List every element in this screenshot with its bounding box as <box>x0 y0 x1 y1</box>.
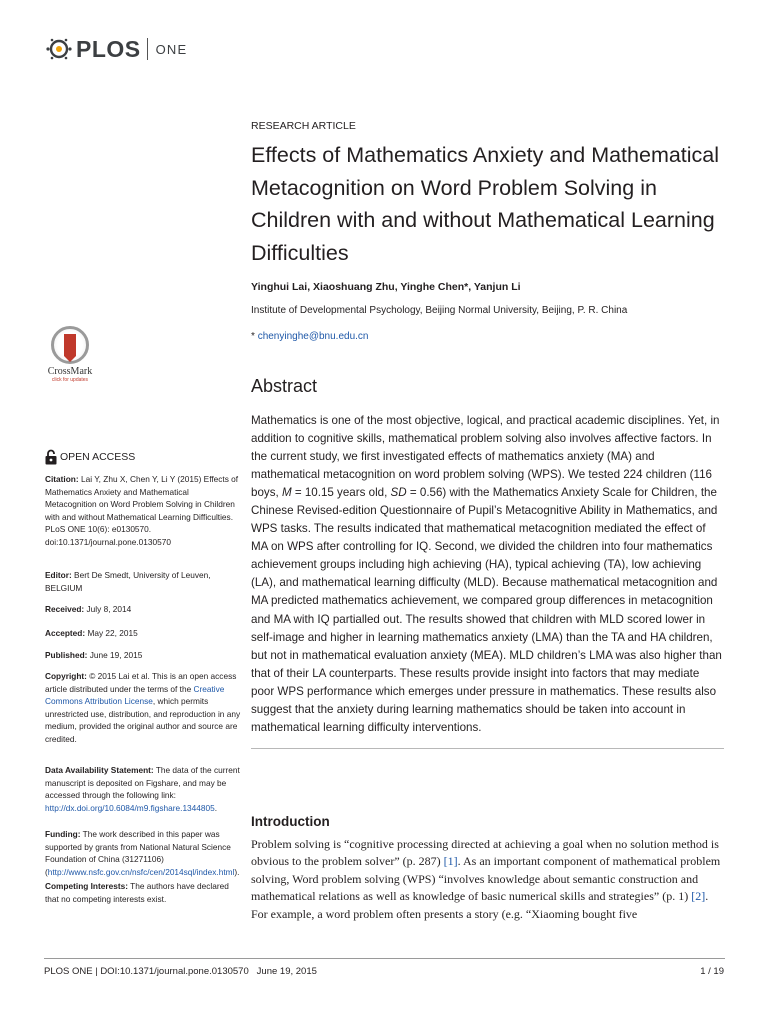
logo-divider <box>147 38 148 60</box>
corresponding-marker: * <box>251 331 255 342</box>
citation-block <box>45 473 241 548</box>
crossmark-label: CrossMark <box>47 366 93 377</box>
copyright-label: Copyright: <box>45 671 87 681</box>
editor-block <box>45 569 241 594</box>
open-lock-icon <box>45 449 57 465</box>
journal-sub: ONE <box>155 41 188 57</box>
intro-text-part: Problem solving is “cognitive processing directed at achieving a goal when no solution method is obvious to the problem solver” (p. 287) <box>251 837 719 869</box>
received-text: July 8, 2014 <box>86 604 132 614</box>
funding-label: Funding: <box>45 829 81 839</box>
email-link[interactable]: chenyinghe@bnu.edu.cn <box>257 331 369 342</box>
nsfc-link[interactable]: http://www.nsfc.gov.cn/nsfc/cen/2014sql/index.html <box>47 866 235 877</box>
accepted-label: Accepted: <box>45 628 86 638</box>
figshare-link[interactable]: http://dx.doi.org/10.6084/m9.figshare.1344805 <box>45 802 215 813</box>
abstract-text-part: = 10.15 years old, <box>291 486 391 500</box>
corresponding-email <box>251 331 725 342</box>
footer-divider <box>44 958 725 959</box>
page-number: 1 / 19 <box>700 966 724 977</box>
competing-interests-label: Competing Interests: <box>45 881 128 891</box>
data-availability-block <box>45 764 241 814</box>
received-date <box>45 603 241 616</box>
abstract-mean-symbol: M <box>281 486 292 500</box>
affiliation: Institute of Developmental Psychology, Beijing Normal University, Beijing, P. R. China <box>251 305 628 316</box>
open-access-badge <box>45 449 135 465</box>
reference-link-1[interactable]: [1] <box>443 854 458 869</box>
funding-text-end: ). <box>234 866 240 877</box>
accepted-date <box>45 627 241 640</box>
competing-interests-text: The authors have declared that no competing interests exist. <box>45 881 229 904</box>
abstract-divider <box>251 748 724 749</box>
crossmark-badge[interactable] <box>42 326 98 383</box>
copyright-block <box>45 670 241 745</box>
published-label: Published: <box>45 650 88 660</box>
article-title: Effects of Mathematics Anxiety and Mathematical Metacognition on Word Problem Solving in Children with and without Mathematical Learning Difficulties <box>251 143 720 265</box>
copyright-text: © 2015 Lai et al. This is an open access article distributed under the terms of the <box>45 671 237 694</box>
editor-text: Bert De Smedt, University of Leuven, BELGIUM <box>45 570 211 593</box>
intro-text-part: . As an important component of mathematical problem solving, Word problem solving (WPS) “involves knowledge about semantic construction and mathematical relations as well as knowledge of basic numerical skills and strategies” (p. 1) <box>251 854 721 904</box>
abstract-sd-symbol: SD <box>390 486 407 500</box>
journal-name: PLOS <box>76 35 141 62</box>
crossmark-icon <box>51 326 89 364</box>
published-text: June 19, 2015 <box>89 650 143 660</box>
journal-logo[interactable] <box>44 36 187 62</box>
intro-text-part: . For example, a word problem often presents a story (e.g. “Xiaoming bought five <box>251 889 709 921</box>
introduction-body <box>251 836 725 923</box>
footer-date: June 19, 2015 <box>256 966 317 977</box>
license-link[interactable]: Creative Commons Attribution License <box>45 683 225 707</box>
copyright-text-end: , which permits unrestricted use, distribution, and reproduction in any medium, provided the original author and source are credited. <box>45 696 241 744</box>
abstract-text-part: Mathematics is one of the most objective, logical, and practical academic disciplines. Yet, in addition to cognitive skills, mathematical problem solving also involves affective factors. In the current study, we first investigated effects of mathematics anxiety (MA) and mathematical metacognition on word problem solving (WPS). We tested 224 children (116 boys, <box>251 414 720 500</box>
funding-block <box>45 828 241 878</box>
plos-logo-icon <box>44 36 74 62</box>
received-label: Received: <box>45 604 85 614</box>
abstract-body <box>251 412 725 737</box>
footer-citation <box>44 966 317 977</box>
data-availability-text-end: . <box>214 802 218 813</box>
published-date <box>45 649 241 662</box>
data-availability-text: The data of the current manuscript is deposited on Figshare, and may be accessed through the following link: <box>45 765 240 801</box>
reference-link-2[interactable]: [2] <box>691 889 706 904</box>
abstract-text-part: = 0.56) with the Mathematics Anxiety Scale for Children, the Chinese Revised-edition Questionnaire of Pupil’s Metacognitive Ability in Mathematics, and WPS tasks. The results indicated that mathematical metacognition mediated the effect of MA on WPS after controlling for IQ. Second, we divided the children into four mathematics achievement groups including high achieving (HA), typical achieving (TA), low achieving (LA), and mathematical learning difficulty (MLD). Because mathematical metacognition and MA predicted mathematics achievement, we compared group differences in metacognition and MA with IQ partialled out. The results showed that children with MLD scored lower in self-image and higher in learning mathematics anxiety (LMA) than the TA and HA children, but not in mathematical evaluation anxiety (MEA). MLD children’s LMA was also higher than that of their LA counterparts. These results provide insight into factors that may mediate poor WPS performance which emerges under pressure in mathematics. These results also suggest that the anxiety during learning mathematics should be taken into account in mathematical learning difficulty interventions. <box>251 486 722 734</box>
data-availability-label: Data Availability Statement: <box>45 765 154 775</box>
open-access-label: OPEN ACCESS <box>60 451 136 463</box>
competing-interests-block <box>45 880 241 905</box>
author-list: Yinghui Lai, Xiaoshuang Zhu, Yinghe Chen*, Yanjun Li <box>251 281 521 293</box>
funding-text: The work described in this paper was supported by grants from National Natural Science Foundation of China (31271106) ( <box>45 829 231 877</box>
footer-doi: PLOS ONE | DOI:10.1371/journal.pone.0130570 <box>44 966 249 977</box>
article-type: RESEARCH ARTICLE <box>251 120 356 132</box>
crossmark-sub: click for updates <box>51 377 89 383</box>
accepted-text: May 22, 2015 <box>87 628 138 638</box>
introduction-heading: Introduction <box>251 814 330 829</box>
citation-label: Citation: <box>45 474 79 484</box>
citation-text: Lai Y, Zhu X, Chen Y, Li Y (2015) Effects of Mathematics Anxiety and Mathematical Metacognition on Word Problem Solving in Children with and without Mathematical Learning Difficulties. PLoS ONE 10(6): e0130570. doi:10.1371/journal.pone.0130570 <box>45 474 239 547</box>
editor-label: Editor: <box>45 570 72 580</box>
abstract-heading: Abstract <box>251 376 318 396</box>
